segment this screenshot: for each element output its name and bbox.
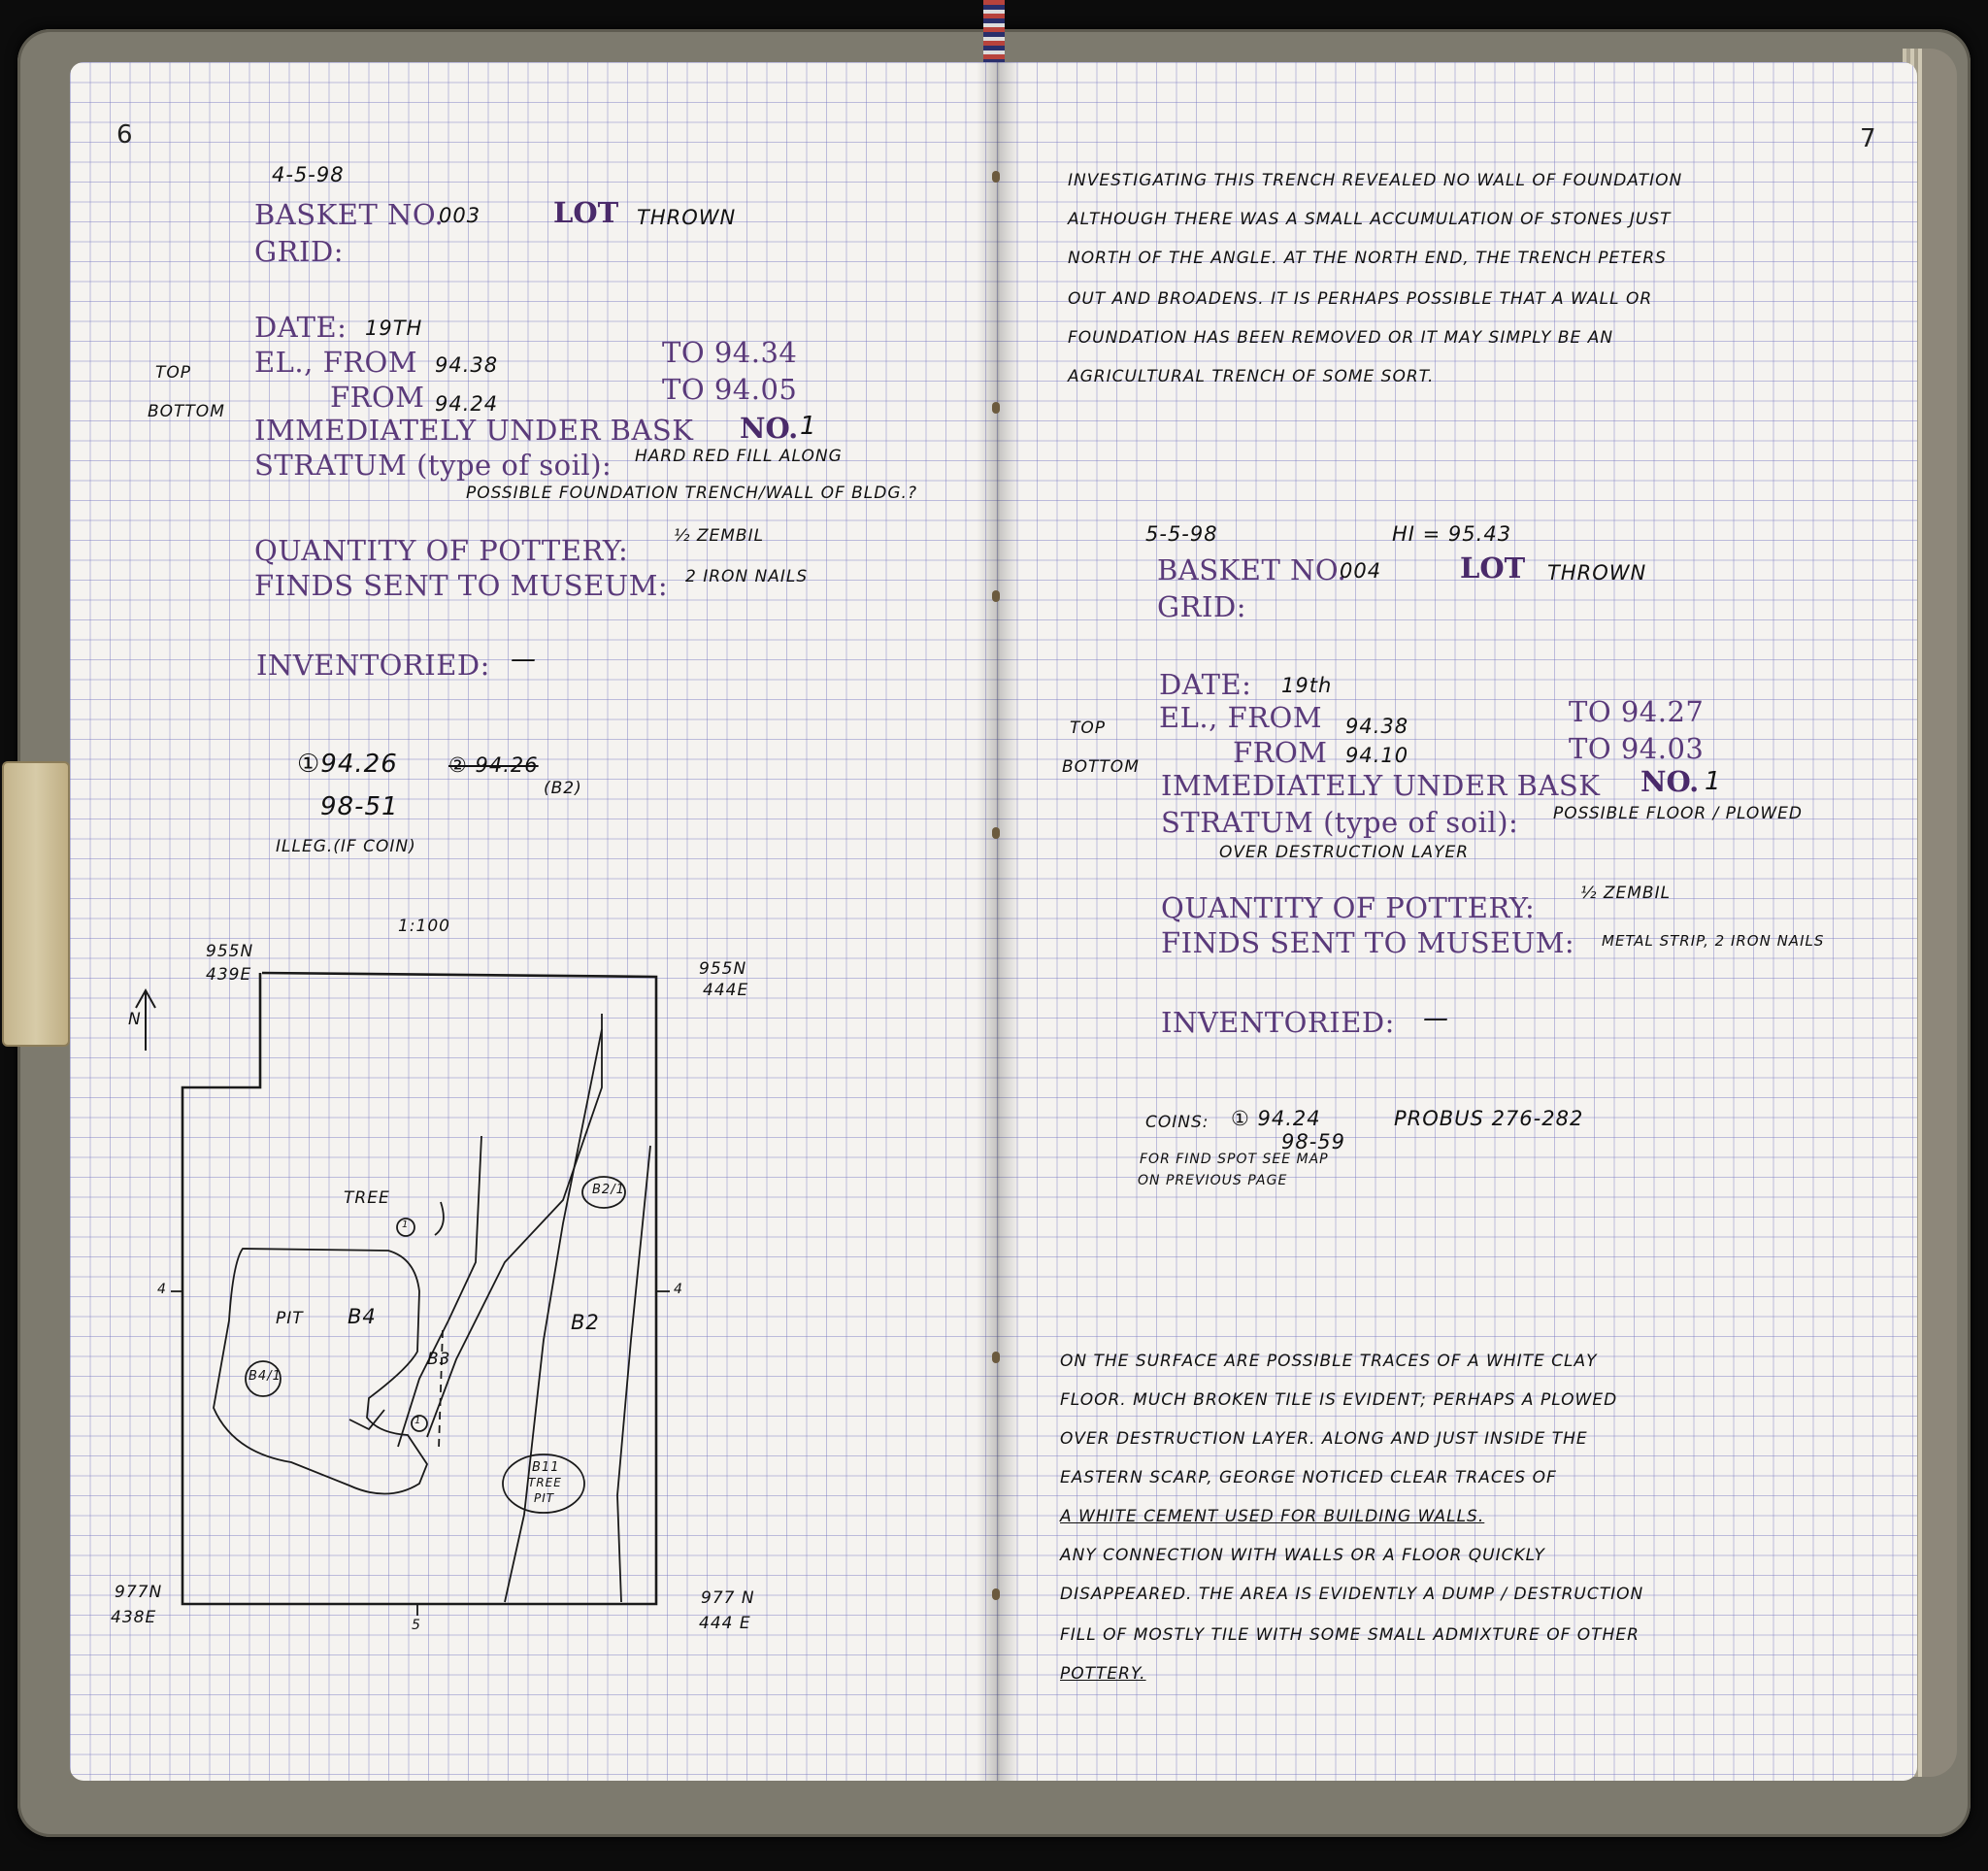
trench-line-2 xyxy=(427,1014,602,1437)
tree-marker-label: 1 xyxy=(402,1219,410,1230)
notes-line: POTTERY. xyxy=(1060,1664,1146,1684)
coin-entry-struck: ② 94.26 xyxy=(448,753,539,777)
inventoried-label: INVENTORIED: xyxy=(1161,1006,1395,1039)
coins-note: PROBUS 276-282 xyxy=(1394,1107,1584,1130)
corner-se-e: 444 E xyxy=(699,1614,751,1633)
coin-entry: ①94.26 xyxy=(297,750,398,779)
corner-se-n: 977 N xyxy=(701,1588,755,1608)
tree-label: TREE xyxy=(344,1188,390,1208)
immediately-under-value: 1 xyxy=(1705,767,1722,796)
coins-registration: 98-59 xyxy=(1281,1130,1346,1153)
coin-note: ILLEG.(IF COIN) xyxy=(276,837,416,856)
corner-sw-n: 977N xyxy=(115,1583,163,1602)
notes-line: ALTHOUGH THERE WAS A SMALL ACCUMULATION OF STONES JUST xyxy=(1068,210,1672,229)
entry-date: 4-5-98 xyxy=(272,163,345,186)
corner-ne-e: 444E xyxy=(703,981,749,1000)
date-label: DATE: xyxy=(1159,668,1252,701)
notes-line: OVER DESTRUCTION LAYER. ALONG AND JUST INSIDE THE xyxy=(1060,1429,1588,1449)
inventoried-value: — xyxy=(511,645,537,674)
pit-b4-outline xyxy=(214,1249,427,1494)
lot-value: THROWN xyxy=(637,206,737,229)
entry-date: 5-5-98 xyxy=(1145,522,1218,546)
grid-tick-label: 4 xyxy=(674,1282,683,1297)
date-label: DATE: xyxy=(254,311,348,344)
top-label: TOP xyxy=(1070,718,1107,738)
quantity-pottery-value: ½ ZEMBIL xyxy=(674,526,765,546)
lot-label: LOT xyxy=(553,196,619,229)
stratum-label: STRATUM (type of soil): xyxy=(254,449,613,482)
b2-1-label: B2/1 xyxy=(592,1183,625,1197)
coin-entry-note: (B2) xyxy=(544,779,582,798)
lot-value: THROWN xyxy=(1547,561,1647,585)
to-top-value: TO 94.34 xyxy=(662,336,798,369)
immediately-under-value: 1 xyxy=(800,412,817,441)
north-label: N xyxy=(128,1010,142,1029)
b3-dashed-line xyxy=(439,1330,443,1449)
notes-line: ON THE SURFACE ARE POSSIBLE TRACES OF A WHITE CLAY xyxy=(1060,1352,1598,1371)
top-from-value: 94.38 xyxy=(1345,715,1409,738)
notes-line: FOUNDATION HAS BEEN REMOVED OR IT MAY SIMPLY BE AN xyxy=(1068,328,1614,348)
page-number: 6 xyxy=(116,120,133,150)
notes-line: INVESTIGATING THIS TRENCH REVEALED NO WALL OF FOUNDATION xyxy=(1068,171,1683,190)
date-value: 19th xyxy=(1281,674,1333,697)
map-scale: 1:100 xyxy=(398,917,450,936)
finds-value: 2 IRON NAILS xyxy=(685,567,809,586)
notes-line: FLOOR. MUCH BROKEN TILE IS EVIDENT; PERHAPS A PLOWED xyxy=(1060,1390,1618,1410)
basket-label: BASKET NO. xyxy=(1157,553,1347,586)
find-point-label: 1 xyxy=(414,1416,422,1426)
corner-ne-n: 955N xyxy=(699,959,747,979)
basket-number: 003 xyxy=(439,204,481,227)
quantity-pottery-label: QUANTITY OF POTTERY: xyxy=(1161,891,1536,924)
coin-registration: 98-51 xyxy=(320,792,399,821)
notes-line: NORTH OF THE ANGLE. AT THE NORTH END, THE TRENCH PETERS xyxy=(1068,249,1667,268)
notes-line: A WHITE CEMENT USED FOR BUILDING WALLS. xyxy=(1060,1507,1485,1526)
to-top-value: TO 94.27 xyxy=(1569,695,1705,728)
page-number: 7 xyxy=(1860,124,1876,153)
grid-label: GRID: xyxy=(1157,590,1246,623)
b11-label: B11 xyxy=(532,1460,560,1475)
b3-label: B3 xyxy=(427,1350,451,1369)
to-bottom-value: TO 94.03 xyxy=(1569,732,1705,765)
stratum-value-cont: OVER DESTRUCTION LAYER xyxy=(1219,843,1470,862)
tree-pointer xyxy=(435,1202,444,1235)
quantity-pottery-label: QUANTITY OF POTTERY: xyxy=(254,534,629,567)
coins-value: ① 94.24 xyxy=(1231,1107,1321,1130)
grid-label: GRID: xyxy=(254,235,344,268)
immediately-under-label: IMMEDIATELY UNDER BASK xyxy=(254,414,694,447)
corner-nw-n: 955N xyxy=(206,942,254,961)
finds-label: FINDS SENT TO MUSEUM: xyxy=(254,569,669,602)
elevation-from-label: EL., FROM xyxy=(254,346,418,379)
pit-label: PIT xyxy=(276,1309,304,1328)
find-spot-note: FOR FIND SPOT SEE MAP xyxy=(1140,1152,1329,1167)
top-from-value: 94.38 xyxy=(435,353,499,377)
bottom-from-value: 94.24 xyxy=(435,392,499,416)
stratum-label: STRATUM (type of soil): xyxy=(1161,806,1519,839)
b2-label: B2 xyxy=(571,1311,600,1334)
top-label: TOP xyxy=(155,363,192,383)
inventoried-value: — xyxy=(1423,1004,1449,1033)
notes-line: ANY CONNECTION WITH WALLS OR A FLOOR QUICKLY xyxy=(1060,1546,1545,1565)
elevation-from-label: EL., FROM xyxy=(1159,701,1323,734)
stratum-value: HARD RED FILL ALONG xyxy=(635,447,843,466)
notes-line: DISAPPEARED. THE AREA IS EVIDENTLY A DUMP / DESTRUCTION xyxy=(1060,1585,1644,1604)
grid-tick-label: 5 xyxy=(412,1618,421,1633)
find-spot-note-cont: ON PREVIOUS PAGE xyxy=(1138,1173,1288,1188)
stratum-value: POSSIBLE FLOOR / PLOWED xyxy=(1553,804,1803,823)
bottom-from-value: 94.10 xyxy=(1345,744,1409,767)
finds-label: FINDS SENT TO MUSEUM: xyxy=(1161,926,1575,959)
immediately-under-label: IMMEDIATELY UNDER BASK xyxy=(1161,769,1601,802)
bottom-label: BOTTOM xyxy=(1062,757,1140,777)
from-label: FROM xyxy=(330,381,425,414)
b4-label: B4 xyxy=(348,1305,377,1328)
quantity-pottery-value: ½ ZEMBIL xyxy=(1580,884,1672,903)
notes-line: FILL OF MOSTLY TILE WITH SOME SMALL ADMIXTURE OF OTHER xyxy=(1060,1625,1640,1645)
notes-line: AGRICULTURAL TRENCH OF SOME SORT. xyxy=(1068,367,1435,386)
grid-tick-label: 4 xyxy=(157,1282,167,1297)
corner-sw-e: 438E xyxy=(111,1608,157,1627)
b11-tree-label: TREE xyxy=(528,1476,562,1489)
no-label: NO. xyxy=(740,412,799,445)
corner-nw-e: 439E xyxy=(206,965,252,985)
b4-1-label: B4/1 xyxy=(248,1369,282,1384)
no-label: NO. xyxy=(1640,765,1700,798)
bottom-label: BOTTOM xyxy=(148,402,225,421)
notes-line: OUT AND BROADENS. IT IS PERHAPS POSSIBLE THAT A WALL OR xyxy=(1068,289,1653,309)
inventoried-label: INVENTORIED: xyxy=(256,649,490,682)
coins-label: COINS: xyxy=(1145,1113,1209,1132)
finds-value: METAL STRIP, 2 IRON NAILS xyxy=(1602,932,1825,950)
notes-line: EASTERN SCARP, GEORGE NOTICED CLEAR TRACES OF xyxy=(1060,1468,1557,1487)
basket-number: 004 xyxy=(1340,559,1382,583)
lot-label: LOT xyxy=(1460,551,1526,585)
stratum-value-cont: POSSIBLE FOUNDATION TRENCH/WALL OF BLDG.? xyxy=(466,484,917,503)
date-value: 19TH xyxy=(365,317,423,340)
basket-label: BASKET NO. xyxy=(254,198,445,231)
from-label: FROM xyxy=(1233,736,1328,769)
height-instrument: HI = 95.43 xyxy=(1392,522,1512,546)
trench-line-4 xyxy=(617,1146,650,1602)
b11-pit-label: PIT xyxy=(534,1491,555,1505)
to-bottom-value: TO 94.05 xyxy=(662,373,798,406)
